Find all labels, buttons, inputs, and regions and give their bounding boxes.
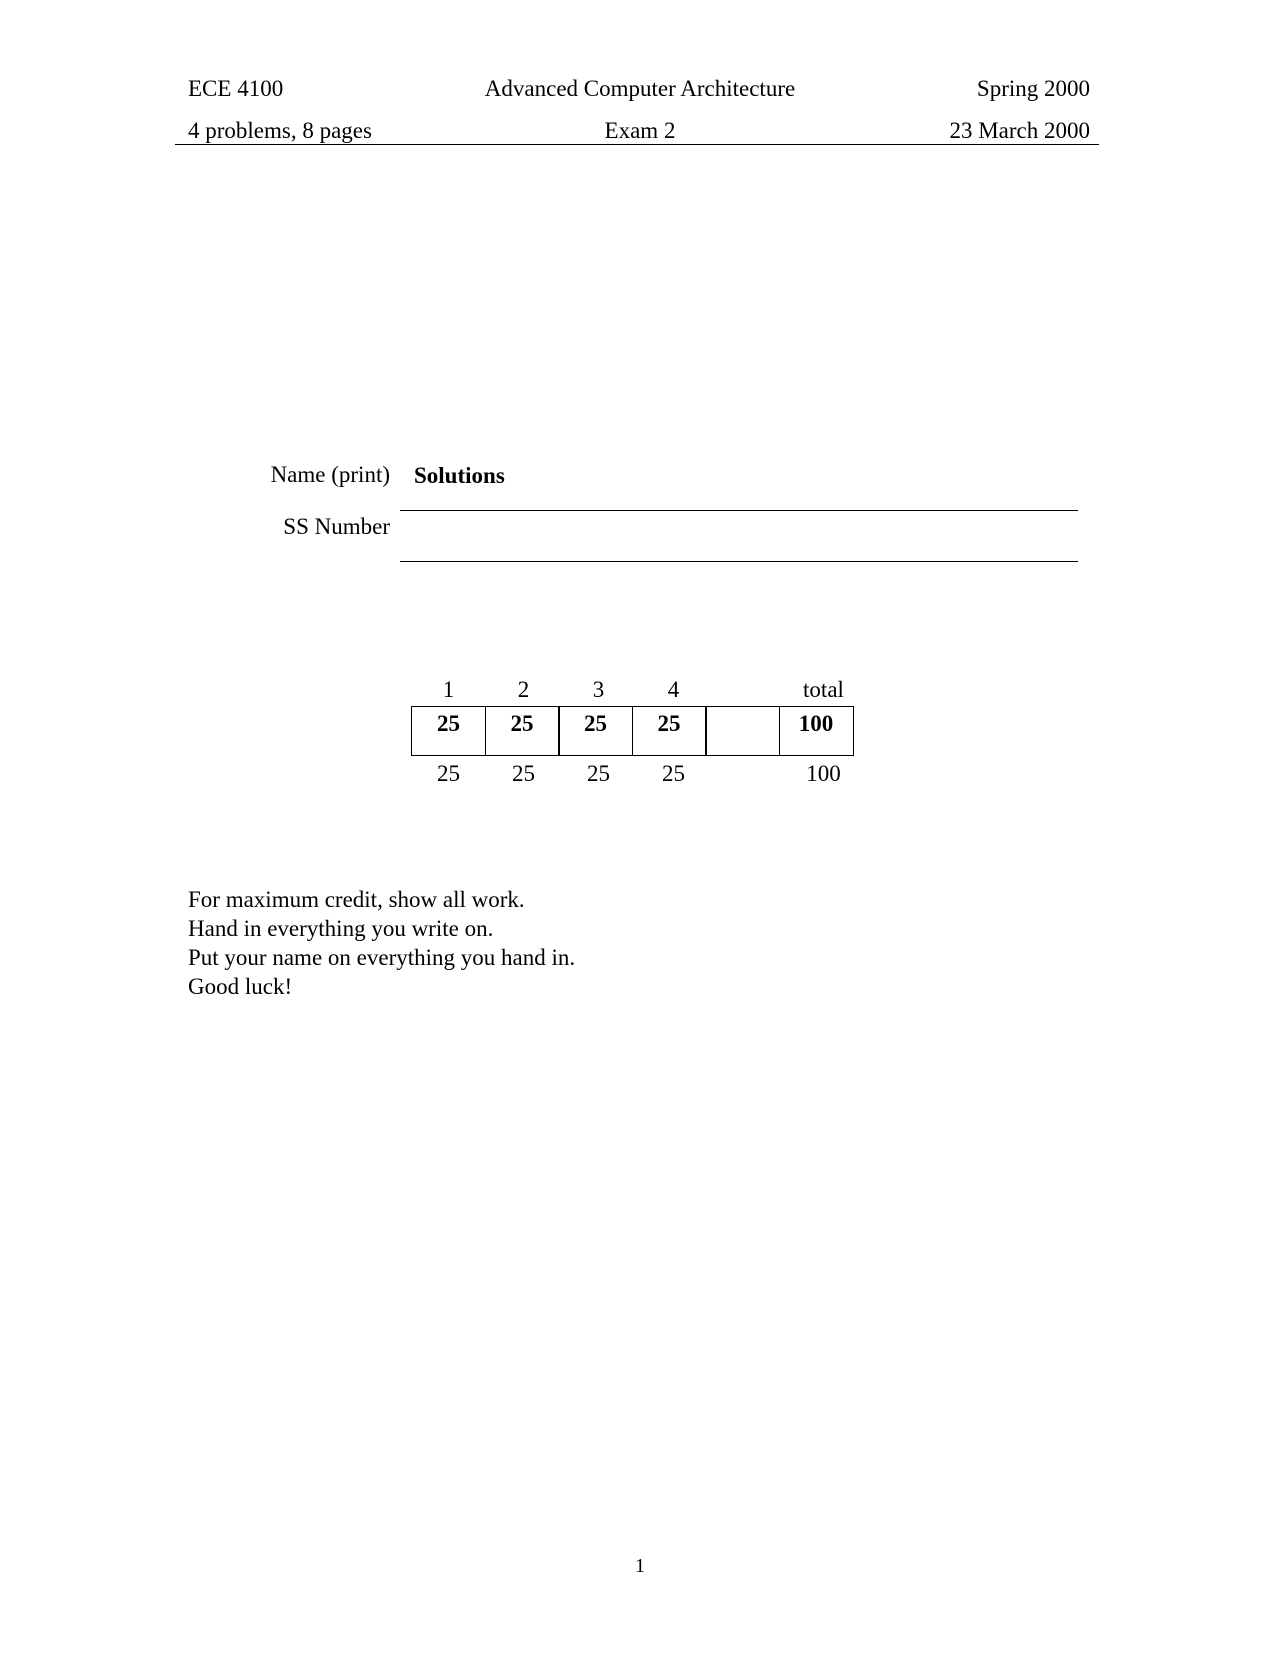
problem-header: 3	[592, 677, 605, 702]
ss-number-underline	[400, 561, 1078, 562]
name-value: Solutions	[414, 463, 505, 488]
max-points: 25	[662, 761, 685, 786]
problem-header: 1	[442, 677, 455, 702]
ss-number-label: SS Number	[283, 514, 390, 539]
term: Spring 2000	[976, 76, 1090, 101]
header-rule	[175, 144, 1099, 145]
total-max-points: 100	[806, 761, 841, 786]
name-label: Name (print)	[270, 462, 390, 487]
page-number: 1	[635, 1555, 645, 1577]
max-points	[711, 756, 786, 786]
total-score-box: 100	[779, 706, 854, 756]
instruction-line: Good luck!	[188, 974, 293, 999]
instruction-line: For maximum credit, show all work.	[188, 887, 525, 912]
instruction-line: Put your name on everything you hand in.	[188, 945, 576, 970]
course-code: ECE 4100	[188, 76, 284, 101]
score-table-header-row	[411, 676, 861, 706]
instruction-line: Hand in everything you write on.	[188, 916, 494, 941]
max-points: 25	[437, 761, 460, 786]
exam-name: Exam 2	[604, 118, 676, 143]
score-box: 25	[411, 706, 486, 756]
score-table	[411, 676, 861, 786]
exam-date: 23 March 2000	[949, 118, 1090, 143]
score-box: 25	[632, 706, 707, 756]
total-header: total	[803, 677, 844, 702]
problem-header: 4	[667, 677, 680, 702]
score-box	[705, 706, 780, 756]
name-underline	[400, 510, 1078, 511]
exam-info: 4 problems, 8 pages	[188, 118, 372, 143]
score-box: 25	[485, 706, 560, 756]
instructions	[188, 885, 575, 1001]
max-points: 25	[512, 761, 535, 786]
score-table-max-row	[411, 756, 861, 786]
problem-header: 2	[517, 677, 530, 702]
score-table-score-row	[411, 706, 861, 756]
course-title: Advanced Computer Architecture	[484, 76, 796, 101]
problem-header	[711, 676, 786, 706]
max-points: 25	[587, 761, 610, 786]
score-box: 25	[558, 706, 633, 756]
